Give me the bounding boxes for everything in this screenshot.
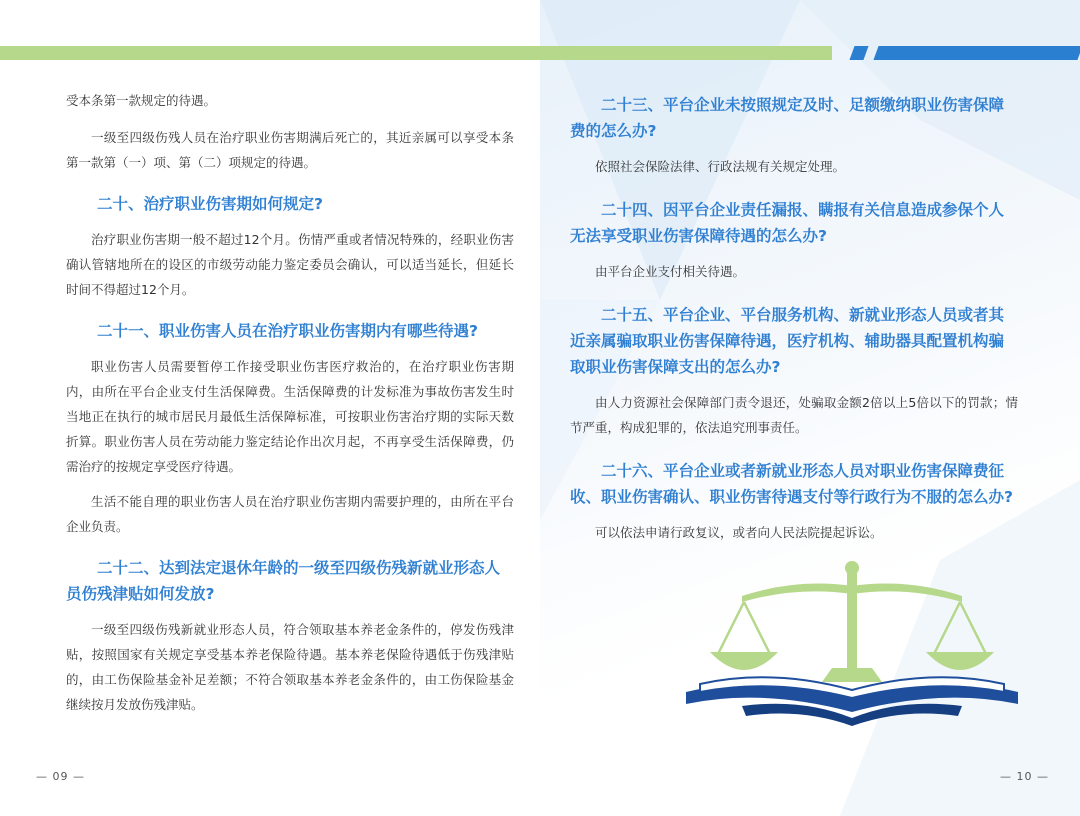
top-band-green-right [540, 46, 832, 60]
paragraph: 可以依法申请行政复议，或者向人民法院提起诉讼。 [595, 525, 883, 540]
top-band-blue [873, 46, 1080, 60]
paragraph: 由平台企业支付相关待遇。 [595, 264, 746, 279]
paragraph: 生活不能自理的职业伤害人员在治疗职业伤害期内需要护理的，由所在平台企业负责。 [66, 494, 514, 534]
paragraph: 一级至四级伤残新就业形态人员，符合领取基本养老金条件的，停发伤残津贴，按照国家有关规定享受基本养老保险待遇。基本养老保险待遇低于伤残津贴的，由工伤保险基金补足差额；不符合领取基本养老金条件的，由工伤保险基金继续按月发放伤残津贴。 [66, 622, 514, 712]
top-band-green-left [0, 46, 540, 60]
page-number-left: — 09 — [36, 770, 85, 783]
section-heading: 二十四、因平台企业责任漏报、瞒报有关信息造成参保个人无法享受职业伤害保障待遇的怎么办? [570, 201, 1005, 245]
paragraph: 依照社会保险法律、行政法规有关规定处理。 [595, 159, 846, 174]
section-heading: 二十五、平台企业、平台服务机构、新就业形态人员或者其近亲属骗取职业伤害保障待遇，医疗机构、辅助器具配置机构骗取职业伤害保障支出的怎么办? [570, 306, 1005, 376]
scales-of-justice-icon [682, 556, 1022, 726]
paragraph: 职业伤害人员需要暂停工作接受职业伤害医疗救治的，在治疗职业伤害期内，由所在平台企业支付生活保障费。生活保障费的计发标准为事故伤害发生时当地正在执行的城市居民月最低生活保障标准，可按职业伤害治疗期的实际天数折算。职业伤害人员在劳动能力鉴定结论作出次月起，不再享受生活保障费，仍需治疗的按规定享受医疗待遇。 [66, 359, 514, 474]
paragraph: 由人力资源社会保障部门责令退还，处骗取金额2倍以上5倍以下的罚款；情节严重，构成犯罪的，依法追究刑事责任。 [570, 395, 1018, 435]
section-heading: 二十三、平台企业未按照规定及时、足额缴纳职业伤害保障费的怎么办? [570, 96, 1005, 140]
paragraph: 受本条第一款规定的待遇。 [66, 93, 217, 108]
paragraph: 治疗职业伤害期一般不超过12个月。伤情严重或者情况特殊的，经职业伤害确认管辖地所在的设区的市级劳动能力鉴定委员会确认，可以适当延长，但延长时间不得超过12个月。 [66, 232, 514, 297]
right-column [570, 92, 1018, 545]
section-heading: 二十六、平台企业或者新就业形态人员对职业伤害保障费征收、职业伤害确认、职业伤害待遇支付等行政行为不服的怎么办? [570, 462, 1013, 506]
section-heading: 二十、治疗职业伤害期如何规定? [97, 195, 323, 213]
paragraph: 一级至四级伤残人员在治疗职业伤害期满后死亡的，其近亲属可以享受本条第一款第（一）项、第（二）项规定的待遇。 [66, 130, 514, 170]
section-heading: 二十二、达到法定退休年龄的一级至四级伤残新就业形态人员伤残津贴如何发放? [66, 559, 501, 603]
section-heading: 二十一、职业伤害人员在治疗职业伤害期内有哪些待遇? [97, 322, 478, 340]
left-column [66, 88, 514, 717]
page-number-right: — 10 — [1000, 770, 1049, 783]
